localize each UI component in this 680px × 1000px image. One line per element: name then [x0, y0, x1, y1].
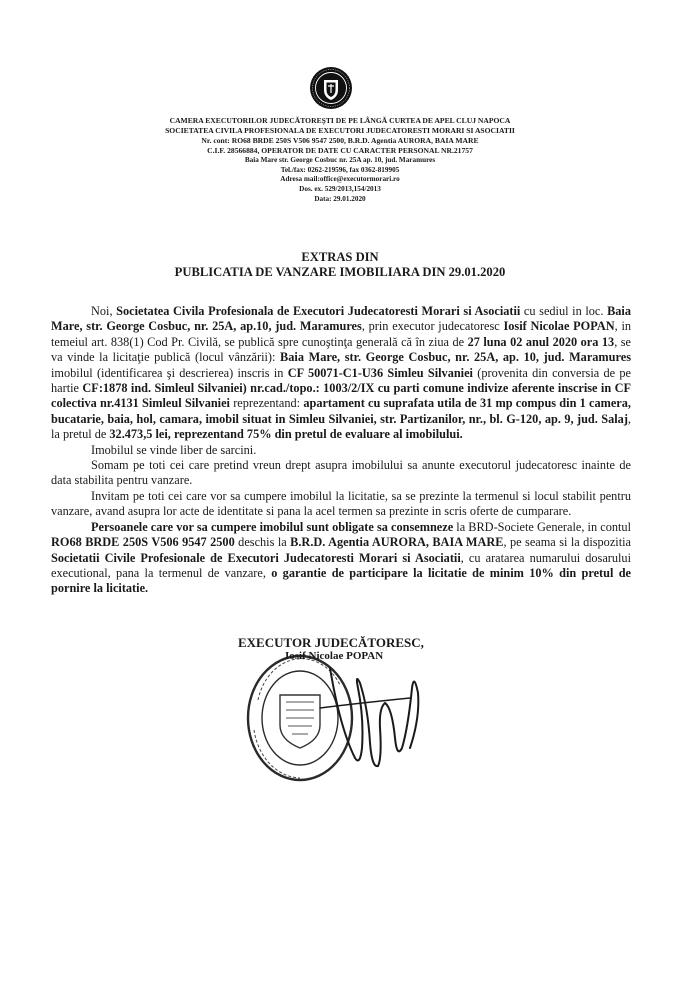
coat-of-arms-seal-icon: [309, 66, 353, 110]
text-run: imobilul (identificarea şi descrierea) inscris in: [51, 365, 288, 380]
text-run: , prin executor judecatoresc: [361, 319, 504, 334]
text-run: Noi,: [91, 304, 117, 318]
bold-run: Baia Mare, str. George Cosbuc, nr. 25A, ap. 10, jud. Maramures: [280, 350, 631, 365]
bold-run: Iosif Nicolae POPAN: [503, 319, 615, 334]
bold-run: CF:1878 ind. Simleul Silvaniei) nr.cad./topo.: 1003/2/IX cu parti comune indivize aferente inscrise in CF colectiva nr.4131 Simleul Silvaniei: [51, 381, 631, 411]
paragraph-no-encumbrances: Imobilul se vinde liber de sarcini.: [91, 442, 257, 457]
text-run: , in temeiul art. 838(1) Cod Pr. Civilă, se publică spre cunoştinţa generală că în ziua de: [51, 319, 632, 349]
text-run: deschis la: [234, 535, 291, 550]
letterhead-email: Adresa mail:office@executormorari.ro: [280, 175, 400, 184]
handwritten-signature-icon: [300, 648, 460, 778]
letterhead-chamber: CAMERA EXECUTORILOR JUDECĂTOREŞTI DE PE LÂNGĂ CURTEA DE APEL CLUJ NAPOCA: [169, 116, 511, 125]
signature-name: Iosif Nicolae POPAN: [285, 650, 384, 662]
letterhead-bank-account: Nr. cont: RO68 BRDE 250S V506 9547 2500, B.R.D. Agentia AURORA, BAIA MARE: [201, 135, 479, 145]
text-run: , se va vinde la licitaţie publică (locul vânzării):: [51, 334, 631, 365]
bold-run: o garantie de participare la licitatie de minim 10% din pretul de pornire la licitatie.: [51, 565, 631, 596]
paragraph-sale-announcement: [51, 304, 631, 443]
title-line-2: PUBLICATIA DE VANZARE IMOBILIARA DIN 29.01.2020: [174, 265, 506, 279]
bold-run: Societatea Civila Profesionala de Executori Judecatoresti Morari si Asociatii: [116, 304, 521, 318]
document-title: [100, 250, 580, 280]
title-line-1: EXTRAS DIN: [301, 250, 379, 264]
document-body: [51, 304, 631, 597]
bold-run: B.R.D. Agentia AURORA, BAIA MARE: [290, 535, 504, 550]
text-run: , cu aratarea numarului dosarului executional, pana la termenul de vanzare,: [51, 550, 632, 580]
letterhead-society: SOCIETATEA CIVILA PROFESIONALA DE EXECUTORI JUDECATORESTI MORARI SI ASOCIATII: [165, 125, 515, 135]
bold-run: 32.473,5 lei, reprezentand 75% din pretul de evaluare al imobilului.: [109, 427, 463, 442]
letterhead-phone: Tel./fax: 0262-219596, fax 0362-819905: [280, 165, 400, 174]
letterhead: [80, 116, 600, 205]
letterhead-date: Data: 29.01.2020: [314, 195, 366, 204]
bold-run: CF 50071-C1-U36 Simleu Silvaniei: [287, 365, 473, 380]
letterhead-cif: C.I.F. 28566884, OPERATOR DE DATE CU CARACTER PERSONAL NR.21757: [207, 145, 473, 155]
paragraph-summons: Somam pe toti cei care pretind vreun drept asupra imobilului sa anunte executorul judecatoresc inainte de data stabilita pentru vanzare.: [51, 458, 631, 488]
bold-run: 27 luna 02 anul 2020 ora 13: [467, 334, 615, 349]
bold-run: Societatii Civile Profesionale de Executori Judecatoresti Morari si Asociatii: [51, 550, 461, 565]
letterhead-case-number: Dos. ex. 529/2013,154/2013: [299, 185, 381, 194]
text-run: cu sediul in loc.: [520, 304, 608, 318]
text-run: , pe seama si la dispozitia: [503, 535, 631, 550]
paragraph-invitation: Invitam pe toti cei care vor sa cumpere imobilul la licitatie, sa se prezinte la termenul si locul stabilit pentru vanzare, avand asupra lor acte de identitate si pana la acel termen sa prezinte in scris oferte de cumparare.: [51, 488, 631, 519]
bold-run: RO68 BRDE 250S V506 9547 2500: [51, 535, 235, 550]
paragraph-guarantee: [51, 520, 631, 597]
bold-run: apartament cu suprafata utila de 31 mp compus din 1 camera, bucatarie, baia, hol, camara, imobil situat in Simleu Silvaniei, str. Partizanilor, nr., bl. G-120, ap. 9, jud. Salaj: [51, 396, 631, 426]
signature-title: EXECUTOR JUDECĂTORESC,: [238, 635, 424, 650]
bold-run: Baia Mare, str. George Cosbuc, nr. 25A, ap.10, jud. Maramures: [51, 304, 631, 334]
text-run: la BRD-Societe Generale, in contul: [453, 519, 631, 534]
text-run: , la pretul de: [51, 411, 631, 442]
text-run: reprezentand:: [229, 396, 304, 411]
text-run: (provenita din conversia de pe hartie: [51, 365, 631, 396]
letterhead-address: Baia Mare str. George Cosbuc nr. 25A ap. 10, jud. Maramures: [244, 155, 436, 164]
bold-run: Persoanele care vor sa cumpere imobilul sunt obligate sa consemneze: [91, 519, 454, 534]
